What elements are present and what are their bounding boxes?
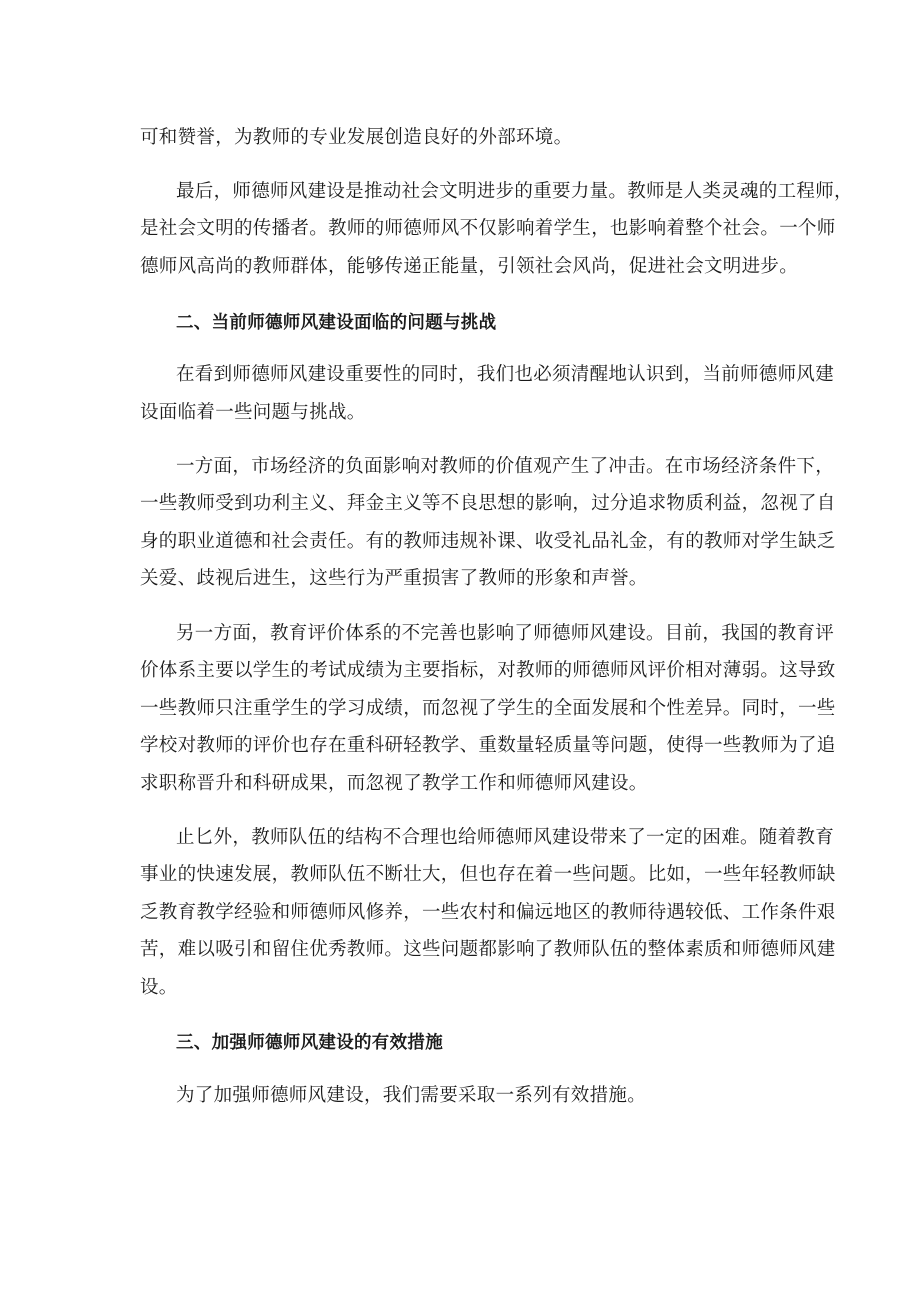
paragraph-line: 求职称晋升和科研成果，而忽视了教学工作和师德师风建设。: [140, 773, 648, 794]
paragraph-line: 在看到师德师风建设重要性的同时，我们也必须清醒地认识到，当前师德师风建: [176, 364, 835, 385]
paragraph-line: 为了加强师德师风建设，我们需要采取一系列有效措施。: [176, 1085, 647, 1106]
paragraph-line: 设。: [140, 977, 178, 998]
paragraph-line: 苦，难以吸引和留住优秀教师。这些问题都影响了教师队伍的整体素质和师德师风建: [140, 939, 836, 960]
paragraph-line: 德师风高尚的教师群体，能够传递正能量，引领社会风尚，促进社会文明进步。: [140, 256, 799, 277]
paragraph-line: 设面临着一些问题与挑战。: [140, 402, 366, 423]
paragraph-line: 价体系主要以学生的考试成绩为主要指标，对教师的师德师风评价相对薄弱。这导致: [140, 660, 836, 681]
paragraph-line: 最后，师德师风建设是推动社会文明进步的重要力量。教师是人类灵魂的工程师，: [176, 181, 853, 202]
section-heading: 二、当前师德师风建设面临的问题与挑战: [176, 313, 497, 333]
paragraph-line: 学校对教师的评价也存在重科研轻教学、重数量轻质量等问题，使得一些教师为了追: [140, 735, 836, 756]
paragraph-line: 是社会文明的传播者。教师的师德师风不仅影响着学生，也影响着整个社会。一个师: [140, 218, 836, 239]
paragraph-line: 身的职业道德和社会责任。有的教师违规补课、收受礼品礼金，有的教师对学生缺乏: [140, 531, 836, 552]
paragraph-line: 可和赞誉，为教师的专业发展创造良好的外部环境。: [140, 127, 573, 148]
paragraph-line: 止匕外，教师队伍的结构不合理也给师德师风建设带来了一定的困难。随着教育: [176, 827, 835, 848]
paragraph-line: 一方面，市场经济的负面影响对教师的价值观产生了冲击。在市场经济条件下，: [176, 456, 835, 477]
section-heading: 三、加强师德师风建设的有效措施: [176, 1033, 443, 1053]
paragraph-line: 一些教师只注重学生的学习成绩，而忽视了学生的全面发展和个性差异。同时，一些: [140, 698, 836, 719]
paragraph-line: 另一方面，教育评价体系的不完善也影响了师德师风建设。目前，我国的教育评: [176, 623, 835, 644]
paragraph-line: 乏教育教学经验和师德师风修养，一些农村和偏远地区的教师待遇较低、工作条件艰: [140, 902, 836, 923]
paragraph-line: 一些教师受到功利主义、拜金主义等不良思想的影响，过分追求物质利益，忽视了自: [140, 493, 836, 514]
paragraph-line: 关爱、歧视后进生，这些行为严重损害了教师的形象和声誉。: [140, 568, 648, 589]
paragraph-line: 事业的快速发展，教师队伍不断壮大，但也存在着一些问题。比如，一些年轻教师缺: [140, 864, 836, 885]
